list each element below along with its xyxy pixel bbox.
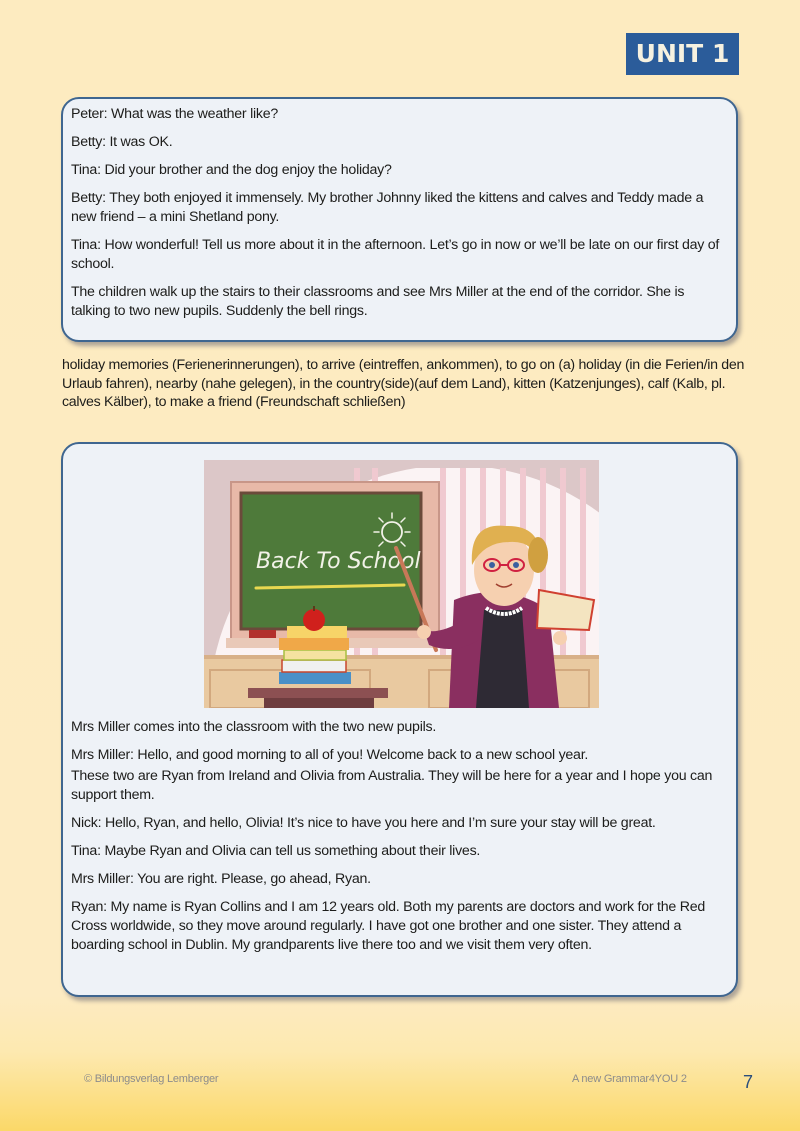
dialogue-line: Nick: Hello, Ryan, and hello, Olivia! It’s nice to have you here and I’m sure your stay will be great. <box>71 815 656 831</box>
narration-line: Mrs Miller comes into the classroom with the two new pupils. <box>71 719 437 735</box>
dialogue-line: Betty: It was OK. <box>71 134 173 150</box>
narration-line: The children walk up the stairs to their classrooms and see Mrs Miller at the end of the corridor. She is talking to two new pupils. Suddenly the bell rings. <box>71 284 685 319</box>
dialogue-line: Betty: They both enjoyed it immensely. My brother Johnny liked the kittens and calves and Teddy made a new friend – a mini Shetland pony. <box>71 190 704 225</box>
dialogue-line: Peter: What was the weather like? <box>71 106 279 122</box>
page-number: 7 <box>743 1072 754 1092</box>
dialogue-line: Mrs Miller: You are right. Please, go ahead, Ryan. <box>71 871 371 887</box>
classroom-illustration <box>204 460 599 708</box>
dialogue-line: Tina: How wonderful! Tell us more about it in the afternoon. Let’s go in now or we’ll be late on our first day of school. <box>71 237 720 272</box>
chalkboard-text: Back To School <box>256 549 421 574</box>
dialogue-line: Mrs Miller: Hello, and good morning to all of you! Welcome back to a new school year. <box>71 747 589 763</box>
dialogue-line: Tina: Maybe Ryan and Olivia can tell us something about their lives. <box>71 843 481 859</box>
dialogue-line: Tina: Did your brother and the dog enjoy the holiday? <box>71 162 392 178</box>
dialogue-box-1 <box>61 97 738 342</box>
dialogue-line: Ryan: My name is Ryan Collins and I am 12 years old. Both my parents are doctors and work for the Red Cross worldwide, so they move around regularly. I have got one brother and one sister. They attend a boarding school in Dublin. My grandparents live there too and we visit them very often. <box>71 899 705 953</box>
teacher-chalkboard-illustration <box>204 460 599 708</box>
vocabulary-list: holiday memories (Ferienerinnerungen), to arrive (eintreffen, ankommen), to go on (a) holiday (in die Ferien/in den Urlaub fahren), nearby (nahe gelegen), in the country(side)(auf dem Land), kitten (Katzenjunges), calf (Kalb, pl. calves Kälber), to make a friend (Freundschaft schließen) <box>62 357 745 410</box>
book-title: A new Grammar4YOU 2 <box>572 1073 687 1085</box>
unit-badge: UNIT 1 <box>626 33 739 75</box>
dialogue-line: These two are Ryan from Ireland and Olivia from Australia. They will be here for a year and I hope you can support them. <box>71 768 713 803</box>
dialogue-box-2 <box>61 442 738 997</box>
publisher-credit: © Bildungsverlag Lemberger <box>84 1073 219 1085</box>
